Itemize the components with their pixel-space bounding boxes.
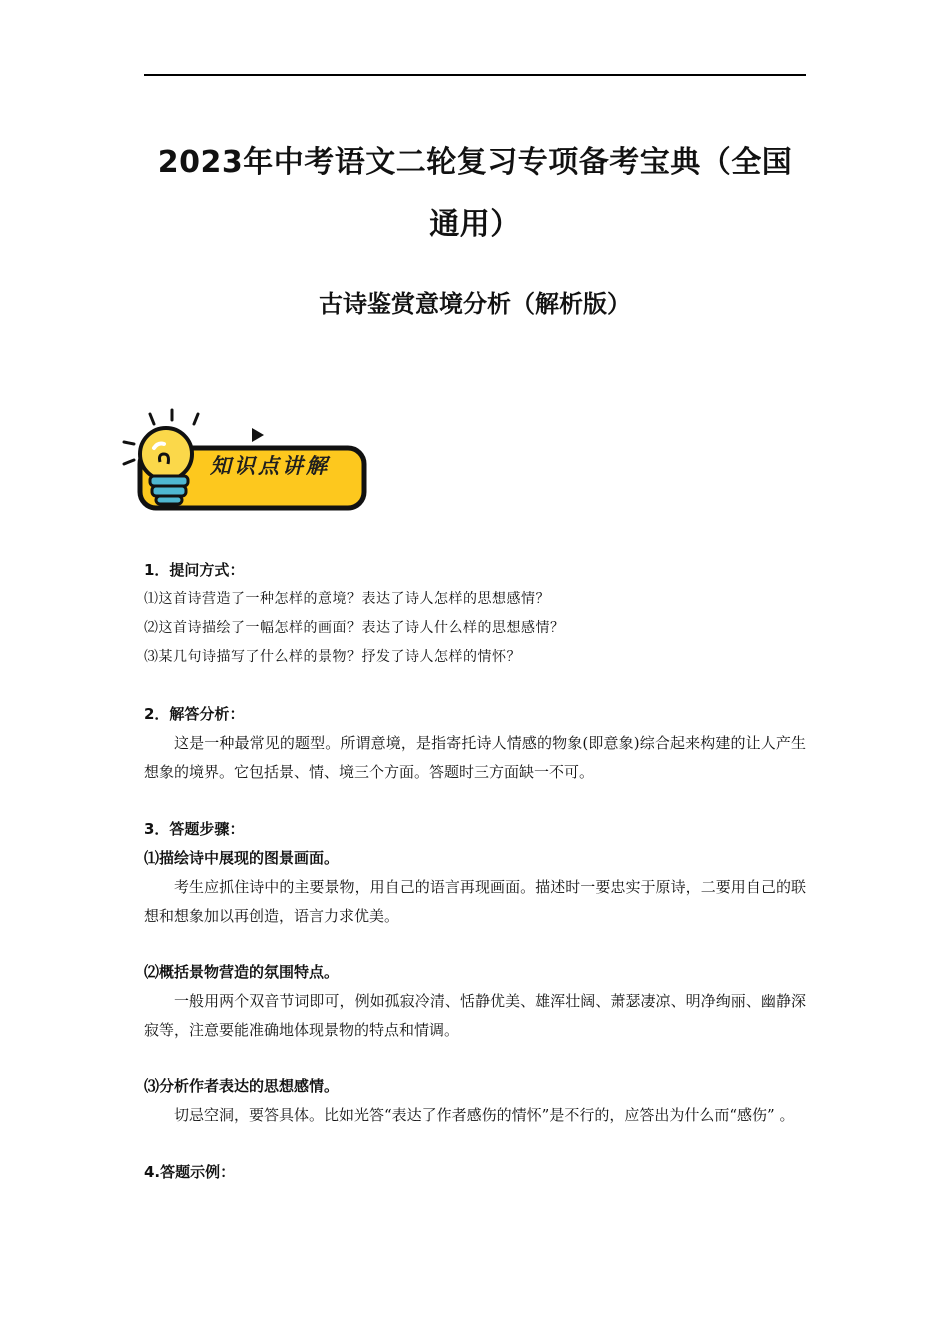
- document-subtitle: 古诗鉴赏意境分析（解析版）: [319, 290, 631, 318]
- top-rule: [144, 74, 806, 76]
- step-3-paragraph: 切忌空洞，要答具体。比如光答“表达了作者感伤的情怀”是不行的，应答出为什么而“感伤” 。: [174, 1106, 795, 1124]
- step-2-title: ⑵概括景物营造的氛围特点。: [144, 963, 340, 981]
- section-heading-steps: 3．答题步骤：: [144, 820, 245, 838]
- banner-label: 知识点讲解: [210, 453, 330, 478]
- section-heading-examples: 4.答题示例：: [144, 1163, 236, 1181]
- knowledge-banner: [114, 402, 374, 522]
- question-item: ⑵这首诗描绘了一幅怎样的画面？表达了诗人什么样的思想感情？: [144, 620, 565, 636]
- section-heading-questions: 1．提问方式：: [144, 561, 245, 579]
- document-body: [144, 556, 806, 1187]
- step-2-paragraph: 一般用两个双音节词即可，例如孤寂冷清、恬静优美、雄浑壮阔、萧瑟凄凉、明净绚丽、幽静深寂等，注意要能准确地体现景物的特点和情调。: [144, 992, 806, 1039]
- question-item: ⑶某几句诗描写了什么样的景物？抒发了诗人怎样的情怀？: [144, 649, 521, 665]
- document-title: 2023年中考语文二轮复习专项备考宝典（全国通用）: [157, 145, 793, 242]
- section-heading-analysis: 2．解答分析：: [144, 705, 245, 723]
- step-1-title: ⑴描绘诗中展现的图景画面。: [144, 849, 340, 867]
- analysis-paragraph: 这是一种最常见的题型。所谓意境，是指寄托诗人情感的物象(即意象)综合起来构建的让人产生想象的境界。它包括景、情、境三个方面。答题时三方面缺一不可。: [144, 734, 806, 781]
- question-item: ⑴这首诗营造了一种怎样的意境？表达了诗人怎样的思想感情？: [144, 591, 550, 607]
- step-3-title: ⑶分析作者表达的思想感情。: [144, 1077, 340, 1095]
- step-1-paragraph: 考生应抓住诗中的主要景物，用自己的语言再现画面。描述时一要忠实于原诗，二要用自己的联想和想象加以再创造，语言力求优美。: [144, 878, 806, 925]
